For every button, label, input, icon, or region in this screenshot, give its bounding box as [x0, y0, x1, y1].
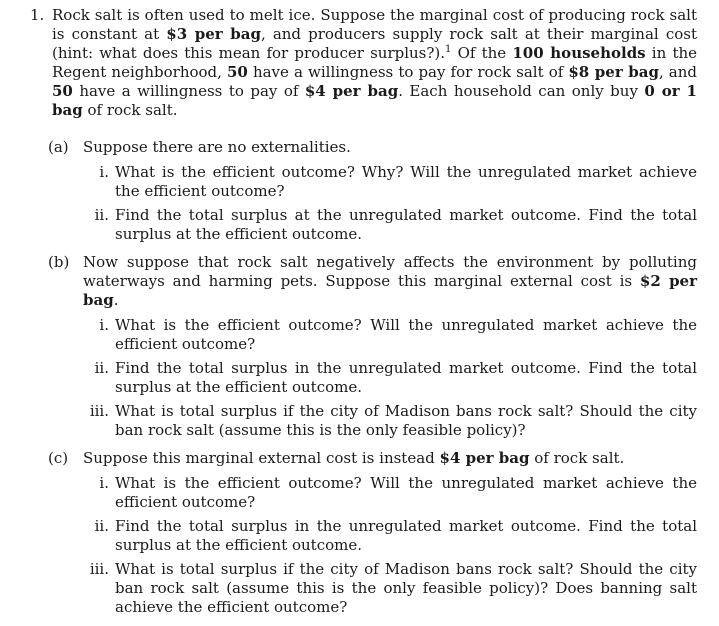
subquestion [76, 474, 697, 512]
footnote-marker: 1 [445, 44, 452, 55]
part-a [48, 138, 697, 249]
intro-bold-cost: $3 per bag [166, 25, 261, 43]
intro-text: Of the [451, 44, 513, 62]
subquestion-label: i. [99, 474, 109, 492]
subquestion [76, 560, 697, 617]
question-number: 1. [30, 6, 45, 24]
part-text-span: Now suppose that rock salt negatively affects the environment by polluting waterways and harming pets. Suppose this marginal external cost is [83, 253, 697, 290]
subquestion-label: ii. [94, 517, 109, 535]
part-label: (a) [48, 138, 69, 156]
subquestion-label: iii. [89, 560, 109, 578]
subquestion-text: Find the total surplus in the unregulated market outcome. Find the total surplus at the efficient outcome. [115, 359, 697, 396]
intro-text: of rock salt. [82, 101, 178, 119]
intro-text: , and [658, 63, 698, 81]
part-text: Suppose there are no externalities. [83, 138, 351, 156]
intro-bold-wtp-low: $4 per bag [304, 82, 399, 100]
subquestion [76, 517, 697, 555]
subquestion-text: What is the efficient outcome? Will the unregulated market achieve the efficient outcome? [115, 316, 697, 353]
part-text-span: . [113, 291, 119, 309]
subquestion-label: ii. [94, 359, 109, 377]
question-body [48, 6, 698, 626]
part-text [83, 253, 697, 310]
subquestion-text: Find the total surplus in the unregulated market outcome. Find the total surplus at the efficient outcome. [115, 517, 697, 554]
part-text-span: Suppose this marginal external cost is instead [83, 449, 440, 467]
part-label: (c) [48, 449, 69, 467]
intro-bold-households: 100 households [512, 44, 646, 62]
subquestion-text: What is total surplus if the city of Madison bans rock salt? Should the city ban rock salt (assume this is the only feasible policy)? [115, 402, 697, 439]
subquestion-label: i. [99, 163, 109, 181]
intro-text: have a willingness to pay of [72, 82, 305, 100]
intro-text: . Each household can only buy [398, 82, 645, 100]
subquestion-text: Find the total surplus at the unregulated market outcome. Find the total surplus at the efficient outcome. [115, 206, 697, 243]
intro-text: have a willingness to pay for rock salt of [247, 63, 569, 81]
subquestion-text: What is the efficient outcome? Why? Will the unregulated market achieve the efficient outcome? [115, 163, 697, 200]
intro-bold-quantity: 0 or 1 bag [52, 82, 697, 119]
intro-text: , and producers supply rock salt at their marginal cost (hint: what does this mean for producer surplus?). [52, 25, 697, 62]
part-label: (b) [48, 253, 70, 271]
question-intro [52, 6, 697, 120]
subquestion-label: iii. [89, 402, 109, 420]
subquestion [76, 359, 697, 397]
intro-bold-wtp-high: $8 per bag [568, 63, 659, 81]
subquestion [76, 316, 697, 354]
subquestion-text: What is total surplus if the city of Madison bans rock salt? Should the city ban rock salt (assume this is the only feasible policy)? Does banning salt achieve the efficient outcome? [115, 560, 697, 616]
subquestion [76, 163, 697, 201]
subquestion-text: What is the efficient outcome? Will the unregulated market achieve the efficient outcome? [115, 474, 697, 511]
intro-bold-count: 50 [227, 63, 248, 81]
intro-text: Rock salt is often used to melt ice. Suppose the marginal cost of producing rock salt is constant at [52, 6, 697, 43]
question-1 [30, 6, 697, 626]
subquestion-label: ii. [94, 206, 109, 224]
part-c [48, 449, 697, 622]
intro-bold-count: 50 [52, 82, 73, 100]
subquestion-label: i. [99, 316, 109, 334]
intro-text: in the Regent neighborhood, [52, 44, 698, 81]
part-bold-cost: $2 per bag [83, 272, 698, 309]
part-b [48, 253, 697, 445]
subquestion [76, 206, 697, 244]
part-text [83, 449, 697, 468]
part-text-span: of rock salt. [529, 449, 625, 467]
subquestion [76, 402, 697, 440]
part-bold-cost: $4 per bag [439, 449, 530, 467]
